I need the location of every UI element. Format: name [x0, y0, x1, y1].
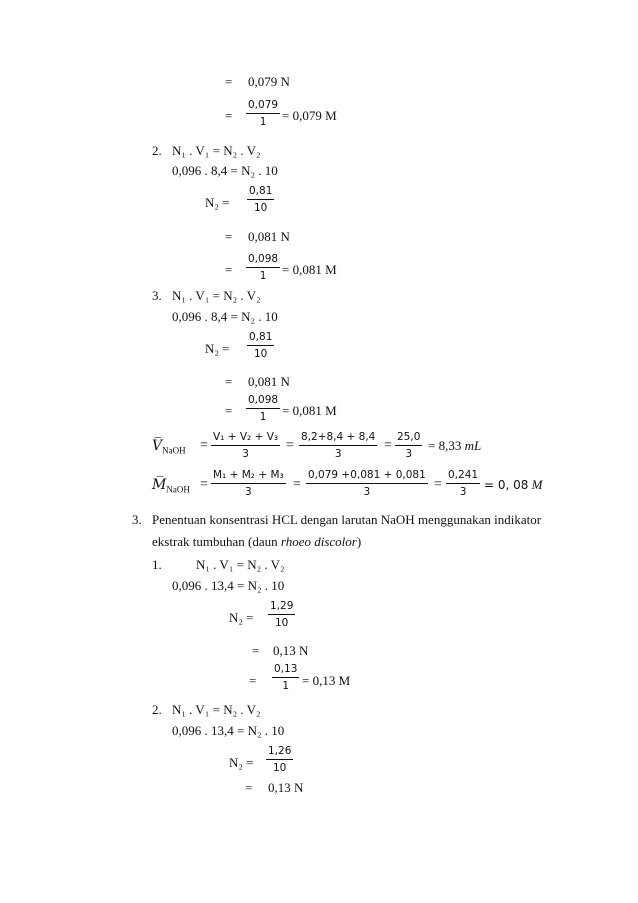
item-number: 2. [152, 702, 162, 717]
fraction-numerator: 25,0 [395, 430, 422, 446]
fraction-numerator: 0,81 [247, 330, 274, 346]
equals-sign: = [225, 229, 233, 244]
equals-sign: = [249, 673, 257, 688]
substitution-line: 0,096 . 13,4 = N₂ . 10 [172, 723, 285, 738]
fraction-numerator: 0,13 [272, 662, 299, 678]
fraction-denominator: 3 [459, 486, 467, 498]
subscript-naoh: NaOH [166, 484, 190, 495]
equals-sign: = [434, 477, 442, 492]
average-molarity-symbol: $M̅_{NaOH}$ [152, 477, 190, 495]
formula-line: N₁ . V₁ = N₂ . V₂ [196, 557, 285, 572]
subscript-naoh: NaOH [162, 445, 186, 456]
equals-sign: = [245, 780, 253, 795]
value-normality: 0,13 N [268, 780, 304, 795]
equals-sign: = [225, 262, 233, 277]
n2-label: N₂ = [205, 195, 230, 210]
fraction-denominator: 10 [273, 762, 287, 774]
fraction [246, 252, 280, 283]
value-molarity: = 0,081 M [282, 403, 337, 418]
value-molarity: = 0,13 M [302, 673, 351, 688]
fraction-numerator: M₁ + M₂ + M₃ [211, 468, 286, 484]
fraction-denominator: 1 [282, 680, 290, 692]
n2-label: N₂ = [229, 755, 254, 770]
substitution-line: 0,096 . 8,4 = N₂ . 10 [172, 163, 278, 178]
fraction-denominator: 1 [259, 411, 267, 423]
fraction-numerator: 0,079 [246, 98, 280, 114]
equals-sign: = [225, 108, 233, 123]
fraction-denominator: 1 [259, 116, 267, 128]
fraction [272, 662, 299, 693]
equals-sign: = [200, 477, 208, 492]
value-normality: 0,13 N [273, 643, 309, 658]
value-normality: 0,081 N [248, 374, 290, 389]
value-normality: 0,081 N [248, 229, 290, 244]
item-number: 3. [152, 288, 162, 303]
fraction-numerator: 1,29 [268, 599, 295, 615]
fraction-denominator: 10 [275, 617, 289, 629]
equals-sign: = [225, 74, 233, 89]
fraction-numerator: 0,079 +0,081 + 0,081 [306, 468, 428, 484]
fraction [211, 430, 280, 461]
fraction-denominator: 10 [254, 348, 268, 360]
section-number: 3. [132, 512, 142, 527]
fraction [299, 430, 377, 461]
average-volume-symbol: $V̅_{NaOH}$ [152, 438, 186, 456]
n2-label: N₂ = [229, 610, 254, 625]
fraction-denominator: 3 [242, 448, 249, 460]
equals-sign: = [384, 438, 392, 453]
n2-label: N₂ = [205, 341, 230, 356]
equals-sign: = [293, 477, 301, 492]
substitution-line: 0,096 . 13,4 = N₂ . 10 [172, 578, 285, 593]
equals-sign: = [286, 438, 294, 453]
fraction [268, 599, 295, 630]
fraction [246, 98, 280, 129]
item-number: 1. [152, 557, 162, 572]
fraction [246, 393, 280, 424]
value-normality: 0,079 N [248, 74, 290, 89]
fraction-numerator: 0,241 [446, 468, 480, 484]
formula-line: N₁ . V₁ = N₂ . V₂ [172, 288, 261, 303]
fraction-numerator: 0,81 [247, 184, 274, 200]
equals-sign: = [225, 374, 233, 389]
fraction [247, 184, 274, 215]
fraction [211, 468, 286, 499]
section-heading-line1: Penentuan konsentrasi HCL dengan larutan NaOH menggunakan indikator [152, 512, 542, 527]
equals-sign: = [225, 403, 233, 418]
fraction-numerator: 0,098 [246, 252, 280, 268]
average-molarity-result: = 0, 08 M [484, 477, 543, 492]
value-molarity: = 0,081 M [282, 262, 337, 277]
equals-sign: = [200, 438, 208, 453]
equals-sign: = [252, 643, 260, 658]
fraction-numerator: 1,26 [266, 744, 293, 760]
formula-line: N₁ . V₁ = N₂ . V₂ [172, 702, 261, 717]
fraction-numerator: 8,2+8,4 + 8,4 [299, 430, 377, 446]
fraction-numerator: V₁ + V₂ + V₃ [211, 430, 280, 446]
fraction [395, 430, 422, 461]
fraction-denominator: 3 [405, 448, 413, 460]
fraction-denominator: 10 [254, 202, 268, 214]
fraction-denominator: 1 [259, 270, 267, 282]
fraction-numerator: 0,098 [246, 393, 280, 409]
plant-name: rhoeo discolor [280, 534, 357, 549]
average-volume-result: = 8,33 mL [428, 438, 482, 453]
unit-ml: mL [464, 438, 482, 453]
item-number: 2. [152, 143, 162, 158]
section-heading-line2: ekstrak tumbuhan (daun rhoeo discolor) [152, 534, 362, 549]
fraction [446, 468, 480, 499]
fraction-denominator: 3 [245, 486, 252, 498]
fraction [306, 468, 428, 499]
unit-m: M [531, 477, 543, 492]
formula-line: N₁ . V₁ = N₂ . V₂ [172, 143, 261, 158]
fraction-denominator: 3 [334, 448, 342, 460]
fraction [266, 744, 293, 775]
value-molarity: = 0,079 M [282, 108, 337, 123]
fraction [247, 330, 274, 361]
substitution-line: 0,096 . 8,4 = N₂ . 10 [172, 309, 278, 324]
fraction-denominator: 3 [363, 486, 371, 498]
